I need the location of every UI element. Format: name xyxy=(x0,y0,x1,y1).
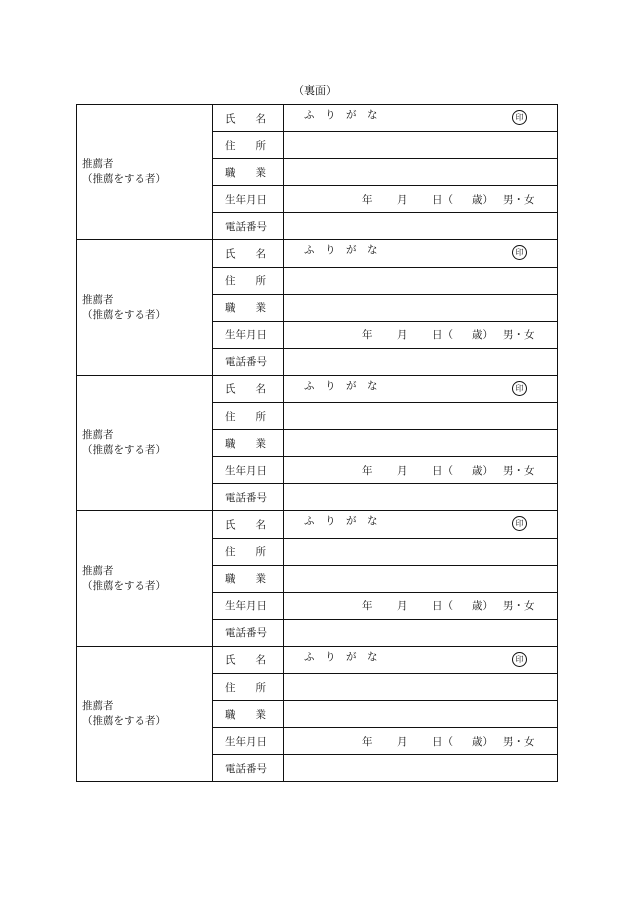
name-label: 氏名 xyxy=(213,646,284,673)
day-unit: 日（ xyxy=(432,464,453,477)
phone-label: 電話番号 xyxy=(213,348,284,375)
furigana-label: ふりがな xyxy=(304,650,388,663)
address-label: 住所 xyxy=(213,538,284,565)
recommender-sublabel: （推薦をする者） xyxy=(82,579,166,592)
seal-icon: 印 xyxy=(512,110,527,125)
occupation-label: 職業 xyxy=(213,565,284,592)
phone-field[interactable] xyxy=(284,348,558,375)
birthdate-label: 生年月日 xyxy=(213,457,284,484)
furigana-label: ふりがな xyxy=(304,109,388,121)
gender-choice[interactable]: 男・女 xyxy=(503,600,535,613)
birthdate-field[interactable] xyxy=(284,592,558,619)
year-unit: 年 xyxy=(362,600,373,613)
address-field[interactable] xyxy=(284,403,558,430)
birthdate-field[interactable] xyxy=(284,728,558,755)
occupation-field[interactable] xyxy=(284,159,558,186)
year-unit: 年 xyxy=(362,464,373,477)
birthdate-field[interactable] xyxy=(284,321,558,348)
birthdate-label: 生年月日 xyxy=(213,728,284,755)
day-unit: 日（ xyxy=(432,735,453,748)
day-unit: 日（ xyxy=(432,193,453,206)
gender-choice[interactable]: 男・女 xyxy=(503,735,535,748)
month-unit: 月 xyxy=(397,600,408,613)
address-field[interactable] xyxy=(284,538,558,565)
recommender-name-row xyxy=(77,511,558,538)
birthdate-field[interactable] xyxy=(284,186,558,213)
recommender-label: 推薦者 xyxy=(82,700,114,713)
phone-label: 電話番号 xyxy=(213,755,284,782)
recommender-sublabel: （推薦をする者） xyxy=(82,308,166,321)
birthdate-label: 生年月日 xyxy=(213,321,284,348)
address-field[interactable] xyxy=(284,673,558,700)
occupation-field[interactable] xyxy=(284,430,558,457)
phone-label: 電話番号 xyxy=(213,213,284,240)
name-field[interactable] xyxy=(284,240,558,267)
birthdate-field[interactable] xyxy=(284,457,558,484)
recommender-name-row xyxy=(77,240,558,267)
gender-choice[interactable]: 男・女 xyxy=(503,464,535,477)
phone-field[interactable] xyxy=(284,755,558,782)
recommender-sublabel: （推薦をする者） xyxy=(82,173,166,186)
age-unit: 歳） xyxy=(472,329,493,342)
phone-field[interactable] xyxy=(284,484,558,511)
year-unit: 年 xyxy=(362,193,373,206)
month-unit: 月 xyxy=(397,329,408,342)
month-unit: 月 xyxy=(397,193,408,206)
recommender-label: 推薦者 xyxy=(82,564,114,577)
name-field[interactable] xyxy=(284,646,558,673)
form-body xyxy=(77,105,558,782)
occupation-field[interactable] xyxy=(284,294,558,321)
age-unit: 歳） xyxy=(472,735,493,748)
name-label: 氏名 xyxy=(213,511,284,538)
year-unit: 年 xyxy=(362,735,373,748)
name-label: 氏名 xyxy=(213,105,284,132)
recommender-section-label xyxy=(77,240,213,375)
address-field[interactable] xyxy=(284,267,558,294)
age-unit: 歳） xyxy=(472,193,493,206)
phone-label: 電話番号 xyxy=(213,619,284,646)
day-unit: 日（ xyxy=(432,329,453,342)
phone-field[interactable] xyxy=(284,619,558,646)
gender-choice[interactable]: 男・女 xyxy=(503,193,535,206)
name-label: 氏名 xyxy=(213,375,284,402)
seal-icon: 印 xyxy=(512,381,527,396)
occupation-label: 職業 xyxy=(213,701,284,728)
recommender-name-row xyxy=(77,646,558,673)
day-unit: 日（ xyxy=(432,600,453,613)
phone-label: 電話番号 xyxy=(213,484,284,511)
birthdate-label: 生年月日 xyxy=(213,592,284,619)
page-title: （裏面） xyxy=(293,84,337,97)
occupation-field[interactable] xyxy=(284,565,558,592)
phone-field[interactable] xyxy=(284,213,558,240)
age-unit: 歳） xyxy=(472,464,493,477)
occupation-label: 職業 xyxy=(213,294,284,321)
seal-icon: 印 xyxy=(512,245,527,260)
recommender-label: 推薦者 xyxy=(82,293,114,306)
recommender-form xyxy=(76,104,558,782)
recommender-sublabel: （推薦をする者） xyxy=(82,715,166,728)
recommender-sublabel: （推薦をする者） xyxy=(82,444,166,457)
recommender-name-row xyxy=(77,105,558,132)
occupation-label: 職業 xyxy=(213,159,284,186)
name-label: 氏名 xyxy=(213,240,284,267)
recommender-section-label xyxy=(77,646,213,781)
address-label: 住所 xyxy=(213,403,284,430)
month-unit: 月 xyxy=(397,464,408,477)
occupation-field[interactable] xyxy=(284,701,558,728)
recommender-section-label xyxy=(77,375,213,510)
address-label: 住所 xyxy=(213,673,284,700)
gender-choice[interactable]: 男・女 xyxy=(503,329,535,342)
address-label: 住所 xyxy=(213,132,284,159)
recommender-section-label xyxy=(77,511,213,646)
seal-icon: 印 xyxy=(512,516,527,531)
recommender-section-label xyxy=(77,105,213,240)
name-field[interactable] xyxy=(284,511,558,538)
address-field[interactable] xyxy=(284,132,558,159)
address-label: 住所 xyxy=(213,267,284,294)
month-unit: 月 xyxy=(397,735,408,748)
name-field[interactable] xyxy=(284,105,558,132)
birthdate-label: 生年月日 xyxy=(213,186,284,213)
occupation-label: 職業 xyxy=(213,430,284,457)
furigana-label: ふりがな xyxy=(304,515,388,528)
name-field[interactable] xyxy=(284,375,558,402)
seal-icon: 印 xyxy=(512,652,527,667)
year-unit: 年 xyxy=(362,329,373,342)
recommender-name-row xyxy=(77,375,558,402)
furigana-label: ふりがな xyxy=(304,379,388,392)
furigana-label: ふりがな xyxy=(304,244,388,257)
recommender-label: 推薦者 xyxy=(82,158,114,171)
recommender-label: 推薦者 xyxy=(82,429,114,442)
age-unit: 歳） xyxy=(472,600,493,613)
